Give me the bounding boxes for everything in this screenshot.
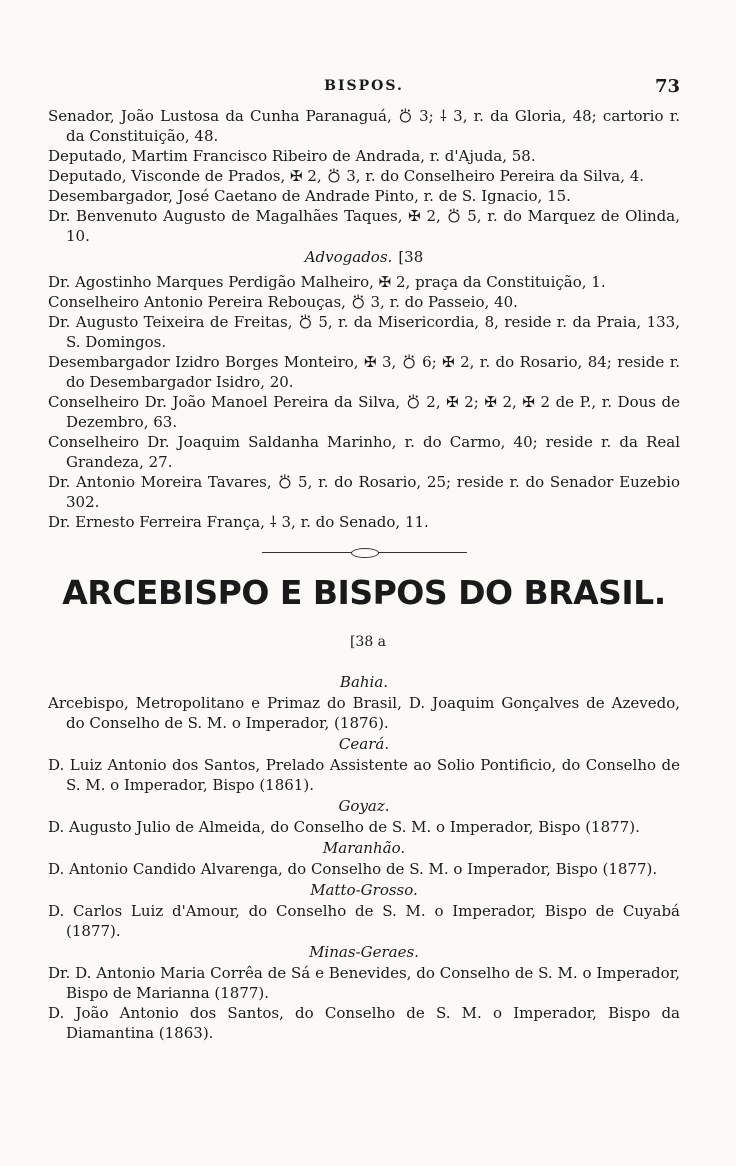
document-page — [48, 78, 680, 1138]
entry-advogado-franca: Dr. Ernesto Ferreira França, ⸸ 3, r. do Senado, 11. — [48, 513, 429, 531]
entry-senador-paranagua: Senador, João Lustosa da Cunha Paranaguá, ⛣ 3; ⸸ 3, r. da Gloria, 48; cartorio r. da Constituição, 48. — [48, 107, 680, 145]
entry-bahia-azevedo: Arcebispo, Metropolitano e Primaz do Brasil, D. Joaquim Gonçalves de Azevedo, do Conselho de S. M. o Imperador, (1876). — [48, 694, 680, 732]
entry-advogado-malheiro: Dr. Agostinho Marques Perdigão Malheiro, ✠ 2, praça da Constituição, 1. — [48, 273, 606, 291]
advogados-entries — [48, 272, 680, 532]
advogados-ref: [38 — [398, 248, 424, 266]
entry-advogado-silva: Conselheiro Dr. João Manoel Pereira da Silva, ⛣ 2, ✠ 2; ✠ 2, ✠ 2 de P., r. Dous de Dezembro, 63. — [48, 393, 680, 431]
senado-entries — [48, 106, 680, 246]
entry-minas-santos: D. João Antonio dos Santos, do Conselho de S. M. o Imperador, Bispo da Diamantina (1863). — [48, 1004, 680, 1042]
page-header — [48, 78, 680, 102]
entry-advogado-tavares: Dr. Antonio Moreira Tavares, ⛣ 5, r. do Rosario, 25; reside r. do Senador Euzebio 302. — [48, 473, 680, 511]
entry-maranhao-alvarenga: D. Antonio Candido Alvarenga, do Conselho de S. M. o Imperador, Bispo (1877). — [48, 860, 658, 878]
entry-deputado-prados: Deputado, Visconde de Prados, ✠ 2, ⛣ 3, r. do Conselheiro Pereira da Silva, 4. — [48, 167, 645, 185]
section-ref: [38 a — [349, 634, 387, 650]
entry-deputado-andrada: Deputado, Martim Francisco Ribeiro de Andrada, r. d'Ajuda, 58. — [48, 147, 536, 165]
divider-ornament-icon — [351, 548, 379, 558]
entry-goyaz-almeida: D. Augusto Julio de Almeida, do Conselho de S. M. o Imperador, Bispo (1877). — [48, 818, 640, 836]
entry-ceara-santos: D. Luiz Antonio dos Santos, Prelado Assistente ao Solio Pontificio, do Conselho de S. M. o Imperador, Bispo (1861). — [48, 756, 680, 794]
group-heading-ceara: Ceará. — [338, 735, 390, 753]
group-heading-minas-geraes: Minas-Geraes. — [309, 943, 419, 961]
advogados-heading — [48, 246, 680, 268]
ornamental-divider — [262, 546, 467, 558]
running-title: BISPOS. — [324, 78, 404, 94]
advogados-heading-text: Advogados. — [304, 248, 393, 266]
group-heading-goyaz: Goyaz. — [338, 797, 390, 815]
page-number: 73 — [654, 76, 680, 97]
entry-matto-grosso-amour: D. Carlos Luiz d'Amour, do Conselho de S. M. o Imperador, Bispo de Cuyabá (1877). — [48, 902, 680, 940]
entry-advogado-freitas: Dr. Augusto Teixeira de Freitas, ⛣ 5, r. da Misericordia, 8, reside r. da Praia, 133, S. Domingos. — [48, 313, 680, 351]
entry-minas-benevides: Dr. D. Antonio Maria Corrêa de Sá e Benevides, do Conselho de S. M. o Imperador, Bispo de Marianna (1877). — [48, 964, 680, 1002]
entry-advogado-marinho: Conselheiro Dr. Joaquim Saldanha Marinho, r. do Carmo, 40; reside r. da Real Grandeza, 27. — [48, 433, 680, 471]
group-heading-bahia: Bahia. — [339, 673, 389, 691]
entry-advogado-reboucas: Conselheiro Antonio Pereira Rebouças, ⛣ 3, r. do Passeio, 40. — [48, 293, 518, 311]
entry-dr-taques: Dr. Benvenuto Augusto de Magalhães Taques, ✠ 2, ⛣ 5, r. do Marquez de Olinda, 10. — [48, 207, 680, 245]
entry-desembargador-pinto: Desembargador, José Caetano de Andrade Pinto, r. de S. Ignacio, 15. — [48, 187, 571, 205]
group-heading-maranhao: Maranhão. — [322, 839, 406, 857]
group-heading-matto-grosso: Matto-Grosso. — [310, 881, 418, 899]
section-title-text: ARCEBISPO E BISPOS DO BRASIL. — [62, 573, 666, 612]
section-title — [48, 572, 680, 663]
entry-advogado-monteiro: Desembargador Izidro Borges Monteiro, ✠ 3, ⛣ 6; ✠ 2, r. do Rosario, 84; reside r. do Desembargador Isidro, 20. — [48, 353, 680, 391]
